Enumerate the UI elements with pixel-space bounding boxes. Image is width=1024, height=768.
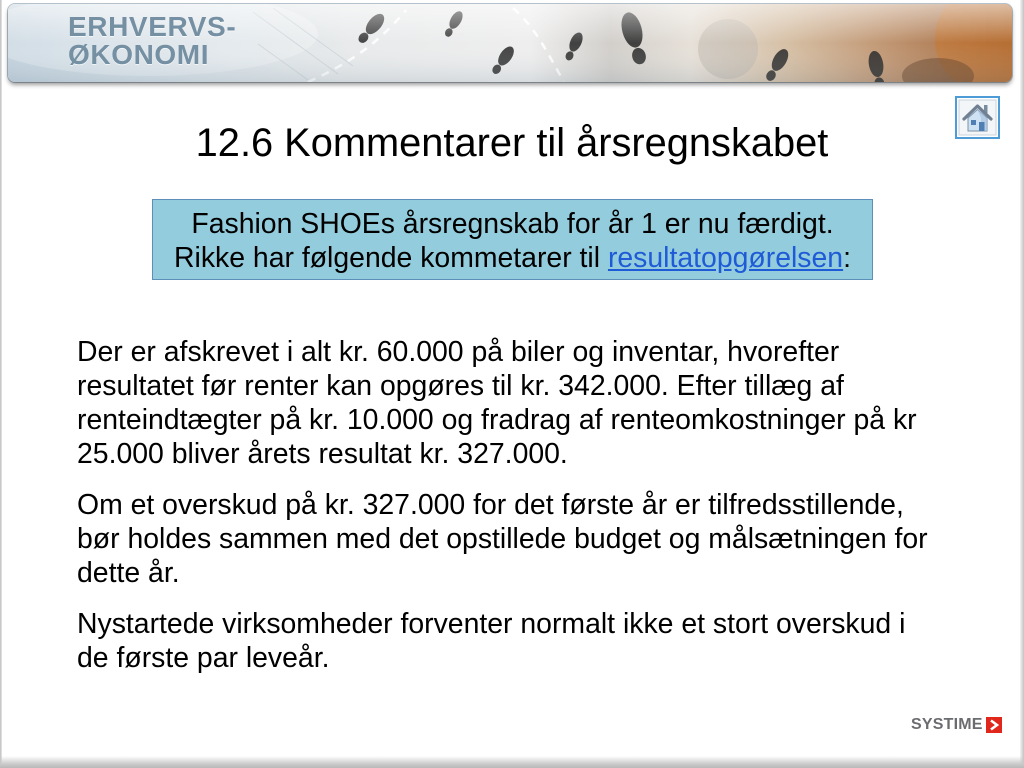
paragraph-1: [77, 335, 928, 471]
callout-line-2-text: Rikke har følgende kommetarer til: [174, 242, 608, 274]
paragraph-line: renteindtægter på kr. 10.000 og fradrag af renteomkostninger på kr: [77, 404, 917, 436]
callout-line-2: [153, 241, 872, 275]
paragraph-line: bør holdes sammen med det opstillede budget og målsætningen for: [77, 523, 928, 555]
paragraph-line: dette år.: [77, 557, 180, 589]
course-logo-line-1: ERHVERVS-: [68, 11, 237, 42]
callout-line-2-end: :: [843, 242, 851, 274]
header-banner: [8, 4, 1012, 82]
course-logo: [68, 13, 236, 69]
slide-frame-bottom: [0, 756, 1024, 768]
paragraph-line: de første par leveår.: [77, 642, 330, 674]
callout-box: [152, 199, 873, 280]
callout-line-1: Fashion SHOEs årsregnskab for år 1 er nu færdigt.: [191, 208, 834, 240]
paragraph-line: resultatet før renter kan opgøres til kr. 342.000. Efter tillæg af: [77, 370, 844, 402]
paragraph-line: Nystartede virksomheder forventer normalt ikke et stort overskud i: [77, 608, 906, 640]
slide-frame-right: [1020, 0, 1024, 768]
course-logo-line-2: ØKONOMI: [68, 39, 210, 70]
paragraph-2: [77, 488, 928, 590]
publisher-logo: [911, 716, 1002, 733]
paragraph-3: [77, 607, 928, 675]
slide-frame-left: [0, 0, 2, 768]
slide-title: 12.6 Kommentarer til årsregnskabet: [195, 121, 829, 165]
paragraph-line: Der er afskrevet i alt kr. 60.000 på biler og inventar, hvorefter: [77, 336, 840, 368]
body-text: [77, 335, 928, 692]
publisher-logo-text: SYSTIME: [911, 716, 983, 733]
resultatopgoerelsen-link[interactable]: resultatopgørelsen: [607, 242, 844, 274]
paragraph-line: 25.000 bliver årets resultat kr. 327.000.: [77, 438, 568, 470]
arrow-right-icon: [986, 717, 1002, 733]
paragraph-line: Om et overskud på kr. 327.000 for det første år er tilfredsstillende,: [77, 489, 904, 521]
